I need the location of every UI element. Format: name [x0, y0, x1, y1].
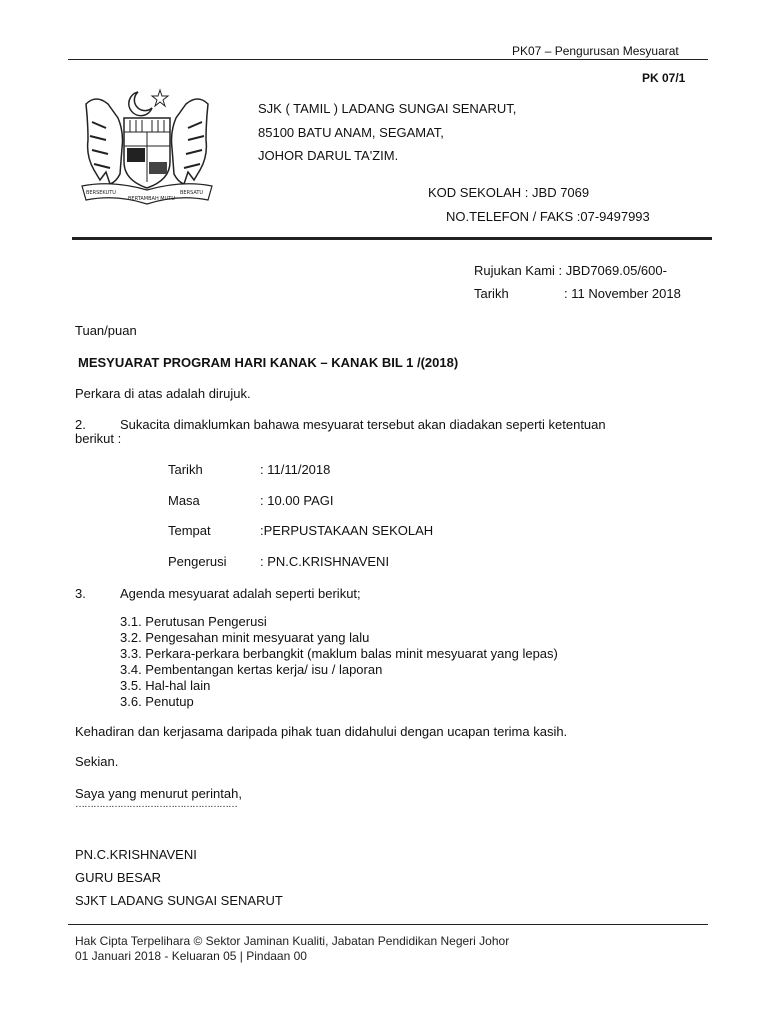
agenda-list: [120, 614, 558, 710]
para3-text: Agenda mesyuarat adalah seperti berikut;: [120, 586, 361, 601]
motto-center: BERTAMBAH MUTU: [128, 196, 175, 202]
signatory-title: GURU BESAR: [75, 870, 161, 885]
footer-version: 01 Januari 2018 - Keluaran 05 | Pindaan 00: [75, 949, 307, 963]
header-divider: [68, 59, 708, 60]
agenda-item: 3.6. Penutup: [120, 694, 194, 709]
motto-left: BERSEKUTU: [86, 190, 116, 196]
date-label: Tarikh: [474, 286, 509, 301]
intro-paragraph: Perkara di atas adalah dirujuk.: [75, 386, 251, 401]
date-value: : 11 November 2018: [564, 286, 681, 301]
footer-divider: [68, 924, 708, 925]
signature-line: ………………………………………………: [75, 799, 237, 810]
detail-label: Masa: [168, 493, 200, 508]
signatory-school: SJKT LADANG SUNGAI SENARUT: [75, 893, 283, 908]
school-name: SJK ( TAMIL ) LADANG SUNGAI SENARUT,: [258, 101, 517, 116]
document-reference: PK07 – Pengurusan Mesyuarat: [512, 44, 679, 58]
closing-paragraph: Kehadiran dan kerjasama daripada pihak tuan didahului dengan ucapan terima kasih.: [75, 724, 568, 739]
para2-line-1: Sukacita dimaklumkan bahawa mesyuarat tersebut akan diadakan seperti ketentuan: [120, 417, 606, 432]
detail-value: :PERPUSTAKAAN SEKOLAH: [260, 523, 434, 538]
malaysia-coat-of-arms-icon: [72, 82, 222, 214]
reference-number: Rujukan Kami : JBD7069.05/600-: [474, 263, 667, 278]
meeting-details: [168, 462, 468, 572]
school-code: KOD SEKOLAH : JBD 7069: [428, 185, 590, 200]
agenda-item: 3.1. Perutusan Pengerusi: [120, 614, 267, 629]
detail-value: : 11/11/2018: [260, 462, 331, 477]
para3-number: 3.: [75, 586, 86, 601]
detail-label: Tarikh: [168, 462, 203, 477]
footer-copyright: Hak Cipta Terpelihara © Sektor Jaminan Kualiti, Jabatan Pendidikan Negeri Johor: [75, 934, 510, 948]
para2-line-2: berikut :: [75, 431, 122, 446]
motto-right: BERSATU: [180, 190, 204, 196]
signatory-name: PN.C.KRISHNAVENI: [75, 847, 197, 862]
agenda-item: 3.2. Pengesahan minit mesyuarat yang lalu: [120, 630, 370, 645]
salutation: Tuan/puan: [75, 323, 137, 338]
school-phone: NO.TELEFON / FAKS :07-9497993: [446, 209, 650, 224]
detail-value: : PN.C.KRISHNAVENI: [260, 554, 390, 569]
letterhead-divider: [72, 237, 712, 240]
letter-title: MESYUARAT PROGRAM HARI KANAK – KANAK BIL 1 /(2018): [78, 355, 459, 370]
agenda-item: 3.4. Pembentangan kertas kerja/ isu / laporan: [120, 662, 383, 677]
school-address-2: JOHOR DARUL TA'ZIM.: [258, 148, 399, 163]
agenda-item: 3.5. Hal-hal lain: [120, 678, 211, 693]
detail-label: Tempat: [168, 523, 211, 538]
detail-value: : 10.00 PAGI: [260, 493, 334, 508]
agenda-item: 3.3. Perkara-perkara berbangkit (maklum balas minit mesyuarat yang lepas): [120, 646, 558, 661]
perintah-text: Saya yang menurut perintah,: [75, 786, 242, 801]
detail-label: Pengerusi: [168, 554, 227, 569]
form-code: PK 07/1: [642, 71, 686, 85]
para2-number: 2.: [75, 417, 86, 432]
sekian-text: Sekian.: [75, 754, 119, 769]
school-address-1: 85100 BATU ANAM, SEGAMAT,: [258, 125, 444, 140]
